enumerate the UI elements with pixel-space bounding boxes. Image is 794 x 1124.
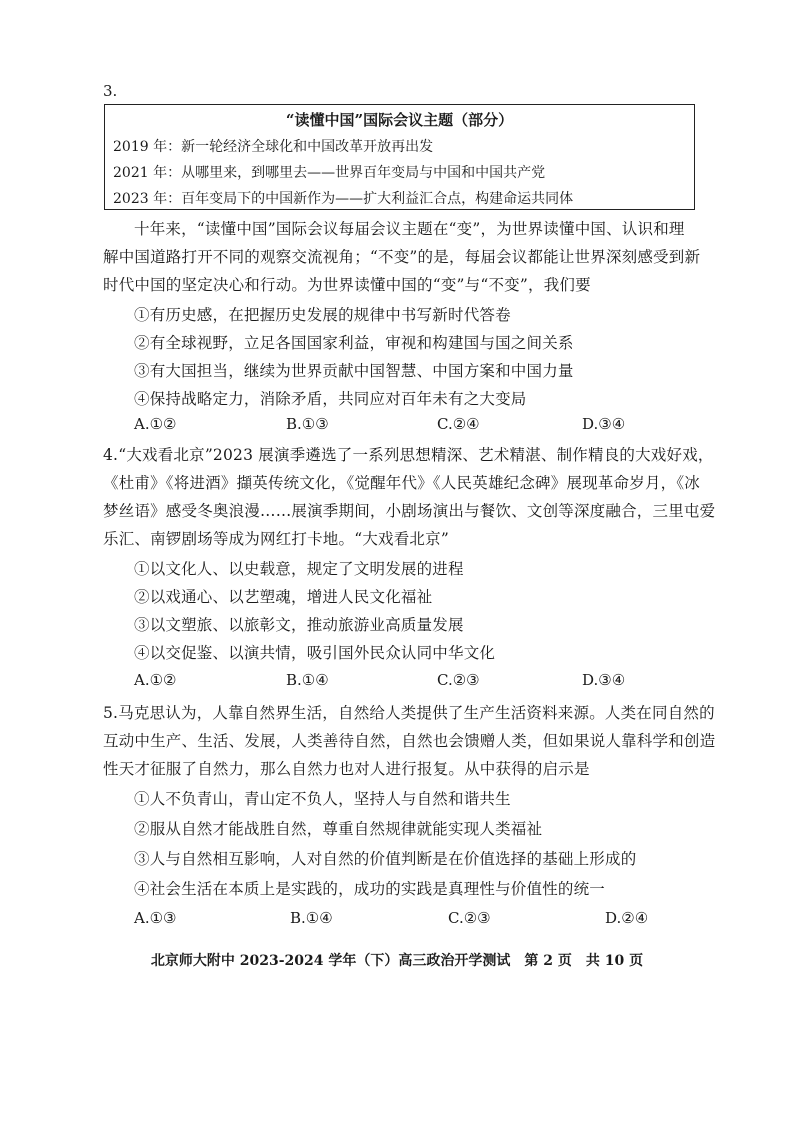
q5-stem-line: 5.马克思认为，人靠自然界生活，自然给人类提供了生产生活资料来源。人类在同自然的	[103, 704, 715, 722]
q4-stem-line: 《杜甫》《将进酒》擷英传统文化，《觉醒年代》《人民英雄纪念碑》展现革命岁月，《冰	[103, 474, 701, 492]
q3-stem-line: 解中国道路打开不同的观察交流视角；“不变”的是，每届会议都能让世界深刻感受到新	[103, 248, 701, 266]
q5-stem-line: 性天才征服了自然力，那么自然力也对人进行报复。从中获得的启示是	[103, 760, 590, 778]
q4-option-b: B.①④	[286, 671, 329, 689]
q3-statement-4: ④保持战略定力，消除矛盾，共同应对百年未有之大变局	[134, 390, 527, 408]
q3-stem-line: 十年来，“读懂中国”国际会议每届会议主题在“变”，为世界读懂中国、认识和理	[134, 220, 685, 238]
q3-option-b: B.①③	[286, 415, 329, 433]
page-footer: 北京师大附中 2023-2024 学年（下）高三政治开学测试 第 2 页 共 10 页	[150, 953, 644, 969]
theme-box-title: “读懂中国”国际会议主题（部分）	[285, 111, 514, 129]
q5-statement-3: ③人与自然相互影响，人对自然的价值判断是在价值选择的基础上形成的	[134, 850, 637, 868]
q4-option-c: C.②③	[437, 671, 480, 689]
q4-statement-2: ②以戏通心、以艺塑魂，增进人民文化福祉	[134, 588, 433, 606]
q5-statement-1: ①人不负青山，青山定不负人，坚持人与自然和谐共生	[134, 790, 511, 808]
q5-option-b: B.①④	[290, 909, 333, 927]
q4-statement-4: ④以交促鉴、以演共情，吸引国外民众认同中华文化	[134, 644, 496, 662]
q5-statement-2: ②服从自然才能战胜自然，尊重自然规律就能实现人类福祉	[134, 820, 543, 838]
theme-2019: 2019 年：新一轮经济全球化和中国改革开放再出发	[113, 139, 434, 155]
q4-statement-1: ①以文化人、以史载意，规定了文明发展的进程	[134, 560, 464, 578]
q3-option-d: D.③④	[582, 415, 626, 433]
q4-stem-line: 4.“大戏看北京”2023 展演季遴选了一系列思想精深、艺术精湛、制作精良的大戏好戏，	[103, 446, 714, 464]
q3-statement-2: ②有全球视野，立足各国国家利益，审视和构建国与国之间关系	[134, 334, 574, 352]
q3-statement-1: ①有历史感，在把握历史发展的规律中书写新时代答卷	[134, 306, 511, 324]
conference-theme-box	[104, 104, 695, 210]
theme-2023: 2023 年：百年变局下的中国新作为——扩大利益汇合点，构建命运共同体	[113, 191, 574, 207]
q5-stem-line: 互动中生产、生活、发展，人类善待自然，自然也会馈赠人类，但如果说人靠科学和创造	[103, 732, 716, 750]
q5-option-a: A.①③	[134, 909, 177, 927]
q4-stem-line: 乐汇、南锣剧场等成为网红打卡地。“大戏看北京”	[103, 530, 449, 548]
q3-option-c: C.②④	[437, 415, 480, 433]
q5-statement-4: ④社会生活在本质上是实践的，成功的实践是真理性与价值性的统一	[134, 880, 606, 898]
q4-stem-line: 梦丝语》感受冬奥浪漫……展演季期间，小剧场演出与餐饮、文创等深度融合，三里屯爱	[103, 502, 716, 520]
q4-statement-3: ③以文塑旅、以旅彰文，推动旅游业高质量发展	[134, 616, 464, 634]
question-3-number: 3.	[103, 82, 118, 100]
q3-statement-3: ③有大国担当，继续为世界贡献中国智慧、中国方案和中国力量	[134, 362, 574, 380]
q4-option-d: D.③④	[582, 671, 626, 689]
q5-option-c: C.②③	[448, 909, 491, 927]
q3-stem-line: 时代中国的坚定决心和行动。为世界读懂中国的“变”与“不变”，我们要	[103, 276, 591, 294]
theme-2021: 2021 年：从哪里来，到哪里去——世界百年变局与中国和中国共产党	[113, 165, 546, 181]
q4-option-a: A.①②	[134, 671, 177, 689]
q3-option-a: A.①②	[134, 415, 177, 433]
q5-option-d: D.②④	[605, 909, 649, 927]
